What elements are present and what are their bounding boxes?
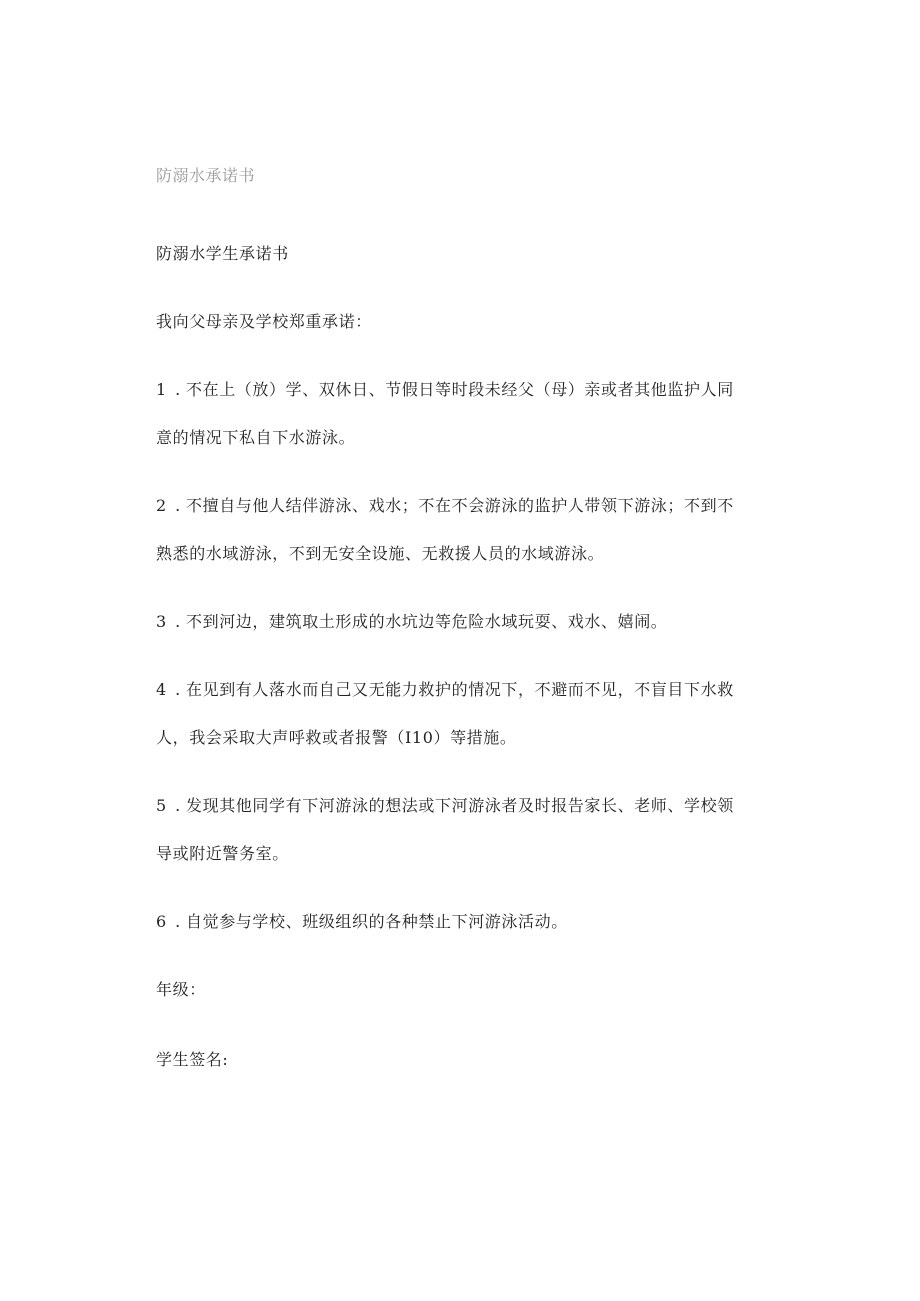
- header-title: 防溺水承诺书: [156, 166, 256, 185]
- list-item: [156, 380, 734, 400]
- item-dot: .: [175, 612, 181, 631]
- item-dot: .: [175, 796, 181, 815]
- item-dot: .: [175, 380, 181, 399]
- item-number: 4: [156, 680, 167, 699]
- item-text: 在见到有人落水而自己又无能力救护的情况下，不避而不见，不盲目下水救: [186, 680, 734, 699]
- list-item: [156, 612, 667, 632]
- list-item-continuation: 熟悉的水域游泳，不到无安全设施、无救援人员的水域游泳。: [156, 544, 605, 563]
- item-text: 不在上（放）学、双休日、节假日等时段未经父（母）亲或者其他监护人同: [186, 380, 734, 399]
- list-item-continuation: 导或附近警务室。: [156, 844, 289, 863]
- item-number: 6: [156, 912, 167, 931]
- list-item: [156, 796, 734, 816]
- intro-text: 我向父母亲及学校郑重承诺：: [156, 312, 372, 331]
- item-number: 1: [156, 380, 167, 399]
- list-item-continuation: 意的情况下私自下水游泳。: [156, 428, 356, 447]
- grade-label: 年级：: [156, 980, 206, 999]
- item-number: 5: [156, 796, 167, 815]
- item-number: 2: [156, 496, 167, 515]
- item-dot: .: [175, 680, 181, 699]
- item-text: 不到河边，建筑取土形成的水坑边等危险水域玩耍、戏水、嬉闹。: [186, 612, 668, 631]
- document-title: 防溺水学生承诺书: [156, 244, 289, 263]
- item-text: 不擅自与他人结伴游泳、戏水；不在不会游泳的监护人带领下游泳；不到不: [186, 496, 734, 515]
- item-text: 发现其他同学有下河游泳的想法或下河游泳者及时报告家长、老师、学校领: [186, 796, 734, 815]
- list-item: [156, 680, 734, 700]
- signature-label: 学生签名:: [156, 1050, 229, 1069]
- item-number: 3: [156, 612, 167, 631]
- list-item-continuation: 人，我会采取大声呼救或者报警（I10）等措施。: [156, 728, 517, 747]
- item-dot: .: [175, 496, 181, 515]
- item-dot: .: [175, 912, 181, 931]
- list-item: [156, 496, 734, 516]
- item-text: 自觉参与学校、班级组织的各种禁止下河游泳活动。: [186, 912, 568, 931]
- list-item: [156, 912, 568, 932]
